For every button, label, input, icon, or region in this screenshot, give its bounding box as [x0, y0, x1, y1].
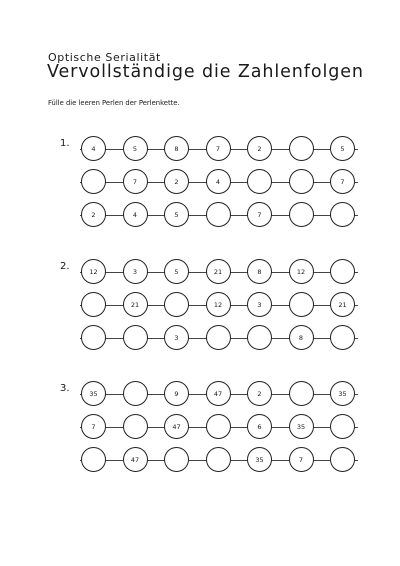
number-bead: 7 — [247, 202, 272, 227]
number-bead: 21 — [330, 292, 355, 317]
empty-bead[interactable] — [247, 325, 272, 350]
bead-strand — [80, 169, 358, 197]
empty-bead[interactable] — [330, 414, 355, 439]
number-bead: 3 — [164, 325, 189, 350]
number-bead: 3 — [123, 259, 148, 284]
number-bead: 47 — [123, 447, 148, 472]
number-bead: 12 — [206, 292, 231, 317]
empty-bead[interactable] — [81, 325, 106, 350]
task-number: 2. — [60, 261, 70, 272]
empty-bead[interactable] — [289, 169, 314, 194]
number-bead: 4 — [206, 169, 231, 194]
empty-bead[interactable] — [164, 292, 189, 317]
empty-bead[interactable] — [206, 202, 231, 227]
number-bead: 35 — [81, 381, 106, 406]
number-bead: 5 — [123, 136, 148, 161]
bead-strand — [80, 414, 358, 442]
number-bead: 2 — [247, 381, 272, 406]
number-bead: 5 — [330, 136, 355, 161]
bead-strand — [80, 259, 358, 287]
number-bead: 3 — [247, 292, 272, 317]
number-bead: 5 — [164, 202, 189, 227]
number-bead: 4 — [123, 202, 148, 227]
number-bead: 2 — [164, 169, 189, 194]
number-bead: 9 — [164, 381, 189, 406]
number-bead: 5 — [164, 259, 189, 284]
bead-strand — [80, 447, 358, 475]
empty-bead[interactable] — [123, 381, 148, 406]
number-bead: 7 — [330, 169, 355, 194]
number-bead: 12 — [81, 259, 106, 284]
number-bead: 35 — [247, 447, 272, 472]
number-bead: 2 — [81, 202, 106, 227]
bead-strand — [80, 381, 358, 409]
empty-bead[interactable] — [206, 325, 231, 350]
number-bead: 4 — [81, 136, 106, 161]
bead-strand — [80, 325, 358, 353]
empty-bead[interactable] — [330, 202, 355, 227]
bead-strand — [80, 136, 358, 164]
empty-bead[interactable] — [81, 169, 106, 194]
bead-strand — [80, 292, 358, 320]
empty-bead[interactable] — [330, 325, 355, 350]
number-bead: 7 — [123, 169, 148, 194]
number-bead: 8 — [247, 259, 272, 284]
number-bead: 2 — [247, 136, 272, 161]
number-bead: 47 — [164, 414, 189, 439]
empty-bead[interactable] — [206, 447, 231, 472]
empty-bead[interactable] — [123, 414, 148, 439]
empty-bead[interactable] — [330, 447, 355, 472]
empty-bead[interactable] — [289, 292, 314, 317]
empty-bead[interactable] — [81, 292, 106, 317]
number-bead: 8 — [289, 325, 314, 350]
empty-bead[interactable] — [206, 414, 231, 439]
number-bead: 35 — [289, 414, 314, 439]
number-bead: 7 — [289, 447, 314, 472]
task-number: 1. — [60, 138, 70, 149]
empty-bead[interactable] — [123, 325, 148, 350]
number-bead: 7 — [81, 414, 106, 439]
empty-bead[interactable] — [81, 447, 106, 472]
number-bead: 35 — [330, 381, 355, 406]
number-bead: 6 — [247, 414, 272, 439]
number-bead: 7 — [206, 136, 231, 161]
task-number: 3. — [60, 383, 70, 394]
empty-bead[interactable] — [330, 259, 355, 284]
number-bead: 8 — [164, 136, 189, 161]
empty-bead[interactable] — [247, 169, 272, 194]
empty-bead[interactable] — [289, 202, 314, 227]
instruction-text: Fülle die leeren Perlen der Perlenkette. — [48, 99, 180, 107]
worksheet-subtitle: Optische Serialität — [48, 51, 161, 64]
number-bead: 21 — [206, 259, 231, 284]
number-bead: 47 — [206, 381, 231, 406]
empty-bead[interactable] — [289, 136, 314, 161]
worksheet-title: Vervollständige die Zahlenfolgen — [47, 62, 364, 82]
number-bead: 12 — [289, 259, 314, 284]
empty-bead[interactable] — [164, 447, 189, 472]
empty-bead[interactable] — [289, 381, 314, 406]
number-bead: 21 — [123, 292, 148, 317]
bead-strand — [80, 202, 358, 230]
